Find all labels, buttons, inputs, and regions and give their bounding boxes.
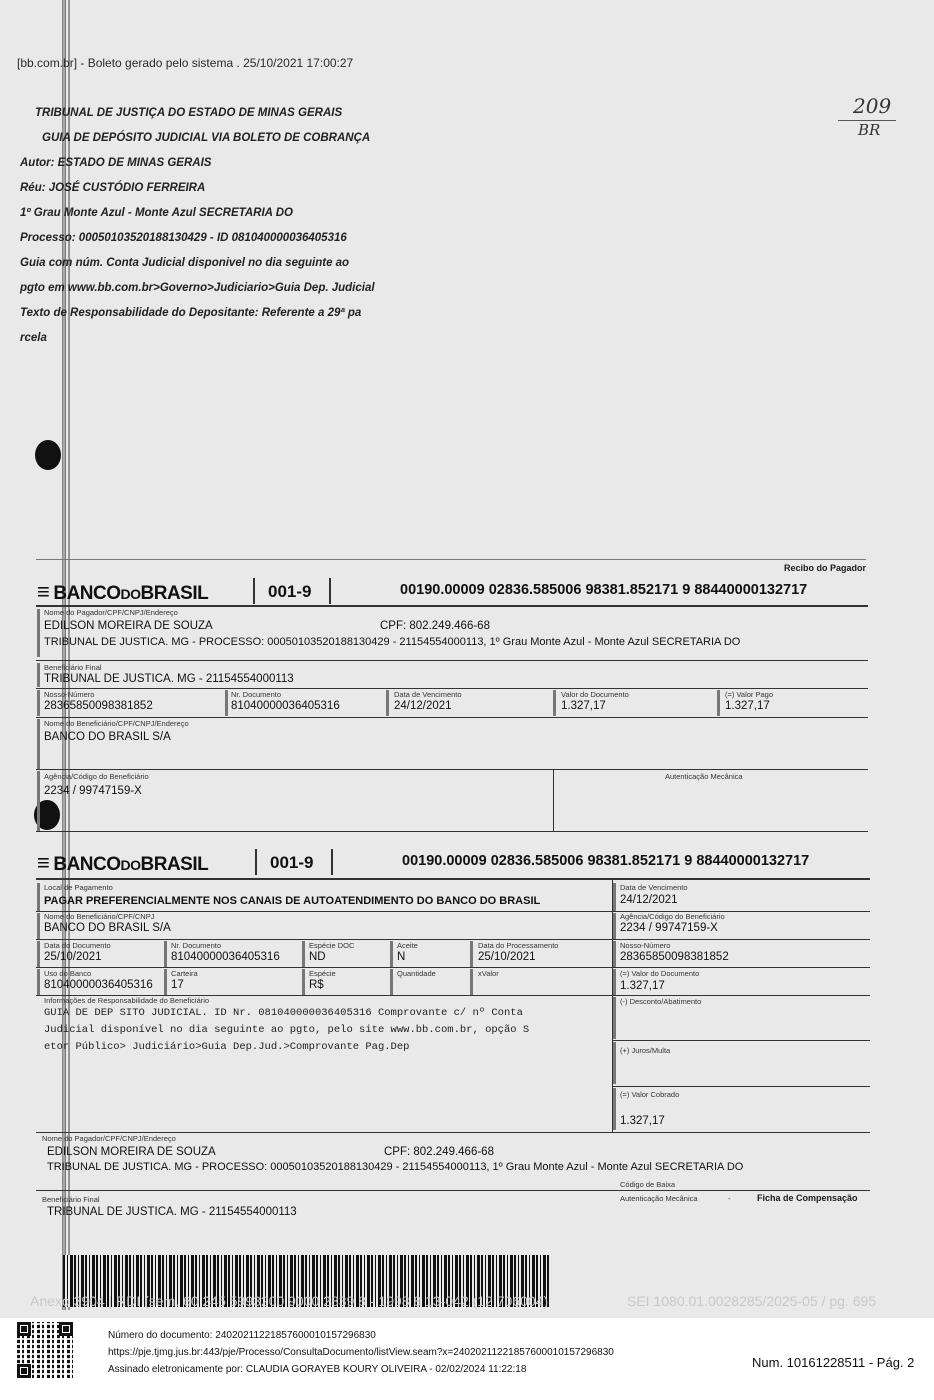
field-marker [37, 883, 40, 911]
pagador-line2: TRIBUNAL DE JUSTICA. MG - PROCESSO: 00050103520188130429 - 21154554000113, 1º Grau Monte Azul - Monte Azul SECRETARIA DO [44, 636, 741, 648]
ficha-agencia: 2234 / 99747159-X [620, 922, 718, 934]
field-marker [37, 719, 40, 769]
autenticacao-separator: - [728, 1194, 731, 1203]
banco-do-brasil-logo: ≡ BANCODOBRASIL [37, 579, 209, 604]
data-processamento-label: Data do Processamento [478, 941, 559, 950]
linha-digitavel: 00190.00009 02836.585006 98381.852171 9 88440000132717 [402, 853, 810, 869]
field-marker [37, 771, 40, 831]
rule [612, 1086, 870, 1087]
benef-final: TRIBUNAL DE JUSTICA. MG - 21154554000113 [44, 673, 294, 685]
rule [36, 939, 870, 940]
boleto-source-line: [bb.com.br] - Boleto gerado pelo sistema . 25/10/2021 17:00:27 [17, 56, 354, 70]
field-marker [37, 913, 40, 939]
divider [553, 769, 554, 831]
field-marker [37, 969, 40, 995]
beneficiario: BANCO DO BRASIL S/A [44, 731, 171, 743]
valor-doc: 1.327,17 [561, 700, 606, 712]
ficha-vencimento-label: Data de Vencimento [620, 883, 688, 892]
ficha-autenticacao-label: Autenticação Mecânica [620, 1194, 698, 1203]
guia-line: Processo: 00050103520188130429 - ID 081040000036405316 [20, 232, 347, 244]
xvalor-label: xValor [478, 969, 499, 978]
guia-line: Autor: ESTADO DE MINAS GERAIS [20, 157, 212, 169]
ficha-pagador-line2: TRIBUNAL DE JUSTICA. MG - PROCESSO: 00050103520188130429 - 21154554000113, 1º Grau Monte Azul - Monte Azul SECRETARIA DO [47, 1161, 744, 1173]
bank-code: 001-9 [270, 853, 314, 872]
vencimento: 24/12/2021 [394, 700, 452, 712]
info-line: GUIA DE DEP SITO JUDICIAL. ID Nr. 081040000036405316 Comprovante c/ nº Conta [44, 1007, 523, 1019]
field-marker [386, 690, 389, 716]
field-marker [37, 690, 40, 716]
data-documento: 25/10/2021 [44, 951, 102, 963]
header-rule [36, 878, 870, 880]
field-marker [225, 690, 228, 716]
ficha-pagador-name: EDILSON MOREIRA DE SOUZA [47, 1146, 216, 1158]
agencia: 2234 / 99747159-X [44, 785, 142, 797]
recibo-title: Recibo do Pagador [783, 563, 866, 573]
rule [36, 688, 868, 689]
quantidade-label: Quantidade [397, 969, 436, 978]
bb-logo-icon: ≡ [37, 850, 50, 875]
divider [253, 578, 255, 604]
ficha-beneficiario: BANCO DO BRASIL S/A [44, 922, 171, 934]
ficha-vencimento: 24/12/2021 [620, 894, 678, 906]
guia-line: rcela [20, 332, 47, 344]
divider [331, 849, 333, 875]
footer-signed: Assinado eletronicamente por: CLAUDIA GORAYEB KOURY OLIVEIRA - 02/02/2024 11:22:18 [108, 1364, 527, 1375]
rule [36, 967, 870, 968]
guia-line: TRIBUNAL DE JUSTIÇA DO ESTADO DE MINAS GERAIS [35, 107, 343, 119]
field-marker [613, 969, 616, 995]
especie-doc-label: Espécie DOC [309, 941, 355, 950]
field-marker [164, 941, 167, 967]
ficha-nosso-numero: 28365850098381852 [620, 951, 729, 963]
valor-cobrado: 1.327,17 [620, 1115, 665, 1127]
ghost-annex-text: Anexo 3904 | RDI (sem. 60 245 5993200 9000 2839 8 - 1998 8 13-042 (12 706004) [30, 1293, 549, 1309]
desconto-label: (-) Desconto/Abatimento [620, 997, 702, 1006]
field-marker [613, 1088, 616, 1130]
valor-cobrado-label: (=) Valor Cobrado [620, 1090, 680, 1099]
ficha-pagador-label: Nome do Pagador/CPF/CNPJ/Endereço [42, 1134, 176, 1143]
field-marker [164, 969, 167, 995]
valor-doc-label: Valor do Documento [561, 690, 629, 699]
nr-documento: 81040000036405316 [231, 700, 340, 712]
ghost-sei-text: SEI 1080.01.0028285/2025-05 / pg. 695 [627, 1293, 877, 1309]
field-marker [613, 913, 616, 939]
field-marker [613, 997, 616, 1039]
field-marker [553, 690, 556, 716]
field-marker [470, 969, 473, 995]
ficha-nr-doc-label: Nr. Documento [171, 941, 222, 950]
ficha-nr-doc: 81040000036405316 [171, 951, 280, 963]
ficha-beneficiario-label: Nome do Beneficiário/CPF/CNPJ [44, 912, 155, 921]
divider [255, 849, 257, 875]
especie-doc: ND [309, 951, 326, 963]
field-marker [390, 969, 393, 995]
ficha-compensacao-label: Ficha de Compensação [757, 1193, 858, 1203]
field-marker [37, 609, 40, 657]
info-beneficiario-label: Informações de Responsabilidade do Beneficiário [44, 996, 210, 1005]
rule [36, 717, 868, 718]
rule [36, 911, 870, 912]
uso-banco: 81040000036405316 [44, 979, 153, 991]
punch-hole [35, 440, 61, 470]
ficha-benef-final-label: Beneficiário Final [42, 1195, 100, 1204]
autenticacao-label: Autenticação Mecânica [665, 772, 743, 781]
handwritten-page-number: 209 [853, 94, 892, 118]
handwritten-initials: BR [858, 121, 881, 139]
especie-label: Espécie [309, 969, 336, 978]
rule [36, 660, 868, 661]
agencia-label: Agência/Código do Beneficiário [44, 772, 149, 781]
ficha-valor-doc: 1.327,17 [620, 980, 665, 992]
divider [329, 578, 331, 604]
guia-line: pgto em www.bb.com.br>Governo>Judiciario>Guia Dep. Judicial [20, 282, 375, 294]
rule [36, 1190, 870, 1191]
cut-line [36, 559, 866, 560]
nosso-numero: 28365850098381852 [44, 700, 153, 712]
juros-label: (+) Juros/Multa [620, 1046, 671, 1055]
rule [36, 831, 868, 832]
benef-final-label: Beneficiário Final [44, 663, 102, 672]
guia-line: Texto de Responsabilidade do Depositante: Referente a 29ª pa [20, 307, 362, 319]
field-marker [302, 969, 305, 995]
ficha-pagador-cpf: CPF: 802.249.466-68 [384, 1146, 494, 1158]
field-marker [717, 690, 720, 716]
info-line: Judicial disponível no dia seguinte ao pgto, pelo site www.bb.com.br, opção S [44, 1024, 530, 1036]
beneficiario-label: Nome do Beneficiário/CPF/CNPJ/Endereço [44, 719, 189, 728]
guia-line: GUIA DE DEPÓSITO JUDICIAL VIA BOLETO DE COBRANÇA [42, 132, 371, 144]
carteira-label: Carteira [171, 969, 198, 978]
nosso-numero-label: Nosso-Número [44, 690, 95, 699]
field-marker [37, 941, 40, 967]
field-marker [390, 941, 393, 967]
info-line: etor Público> Judiciário>Guia Dep.Jud.>Comprovante Pag.Dep [44, 1041, 410, 1053]
field-marker [37, 663, 40, 687]
field-marker [470, 941, 473, 967]
guia-line: Guia com núm. Conta Judicial disponivel no dia seguinte ao [20, 257, 350, 269]
data-documento-label: Data do Documento [44, 941, 111, 950]
ficha-agencia-label: Agência/Código do Beneficiário [620, 912, 725, 921]
data-processamento: 25/10/2021 [478, 951, 536, 963]
footer-url[interactable]: https://pje.tjmg.jus.br:443/pje/Processo/ConsultaDocumento/listView.seam?x=24020211221857600010157296830 [108, 1347, 614, 1358]
bank-code: 001-9 [268, 582, 312, 601]
rule [612, 1040, 870, 1041]
footer-num-page: Num. 10161228511 - Pág. 2 [752, 1355, 915, 1370]
pagador-name: EDILSON MOREIRA DE SOUZA [44, 620, 213, 632]
guia-line: Réu: JOSÉ CUSTÓDIO FERREIRA [20, 182, 206, 194]
guia-line: 1º Grau Monte Azul - Monte Azul SECRETARIA DO [20, 207, 293, 219]
bb-logo-icon: ≡ [37, 579, 50, 604]
nr-documento-label: Nr. Documento [231, 690, 282, 699]
ficha-nosso-numero-label: Nosso-Número [620, 941, 671, 950]
header-rule [36, 605, 868, 607]
carteira: 17 [171, 979, 184, 991]
vencimento-label: Data de Vencimento [394, 690, 462, 699]
valor-pago: 1.327,17 [725, 700, 770, 712]
pagador-label: Nome do Pagador/CPF/CNPJ/Endereço [44, 608, 178, 617]
local-pagamento-label: Local de Pagamento [44, 883, 113, 892]
field-marker [613, 883, 616, 911]
rule [36, 769, 868, 770]
local-pagamento: PAGAR PREFERENCIALMENTE NOS CANAIS DE AUTOATENDIMENTO DO BANCO DO BRASIL [44, 895, 541, 907]
codigo-baixa-label: Código de Baixa [620, 1180, 676, 1189]
ficha-benef-final: TRIBUNAL DE JUSTICA. MG - 21154554000113 [47, 1206, 297, 1218]
pagador-cpf: CPF: 802.249.466-68 [380, 620, 490, 632]
valor-pago-label: (=) Valor Pago [725, 690, 774, 699]
field-marker [613, 1042, 616, 1084]
linha-digitavel: 00190.00009 02836.585006 98381.852171 9 88440000132717 [400, 582, 808, 598]
especie: R$ [309, 979, 324, 991]
footer-doc-number: Número do documento: 24020211221857600010157296830 [108, 1330, 376, 1341]
banco-do-brasil-logo: ≡ BANCODOBRASIL [37, 850, 209, 875]
field-marker [613, 941, 616, 967]
field-marker [302, 941, 305, 967]
qr-code-icon [17, 1322, 73, 1378]
rule [36, 1132, 870, 1133]
aceite-label: Aceite [397, 941, 418, 950]
ficha-valor-doc-label: (=) Valor do Documento [620, 969, 700, 978]
guia-text-block [20, 101, 375, 351]
uso-banco-label: Uso do Banco [44, 969, 92, 978]
aceite: N [397, 951, 406, 963]
